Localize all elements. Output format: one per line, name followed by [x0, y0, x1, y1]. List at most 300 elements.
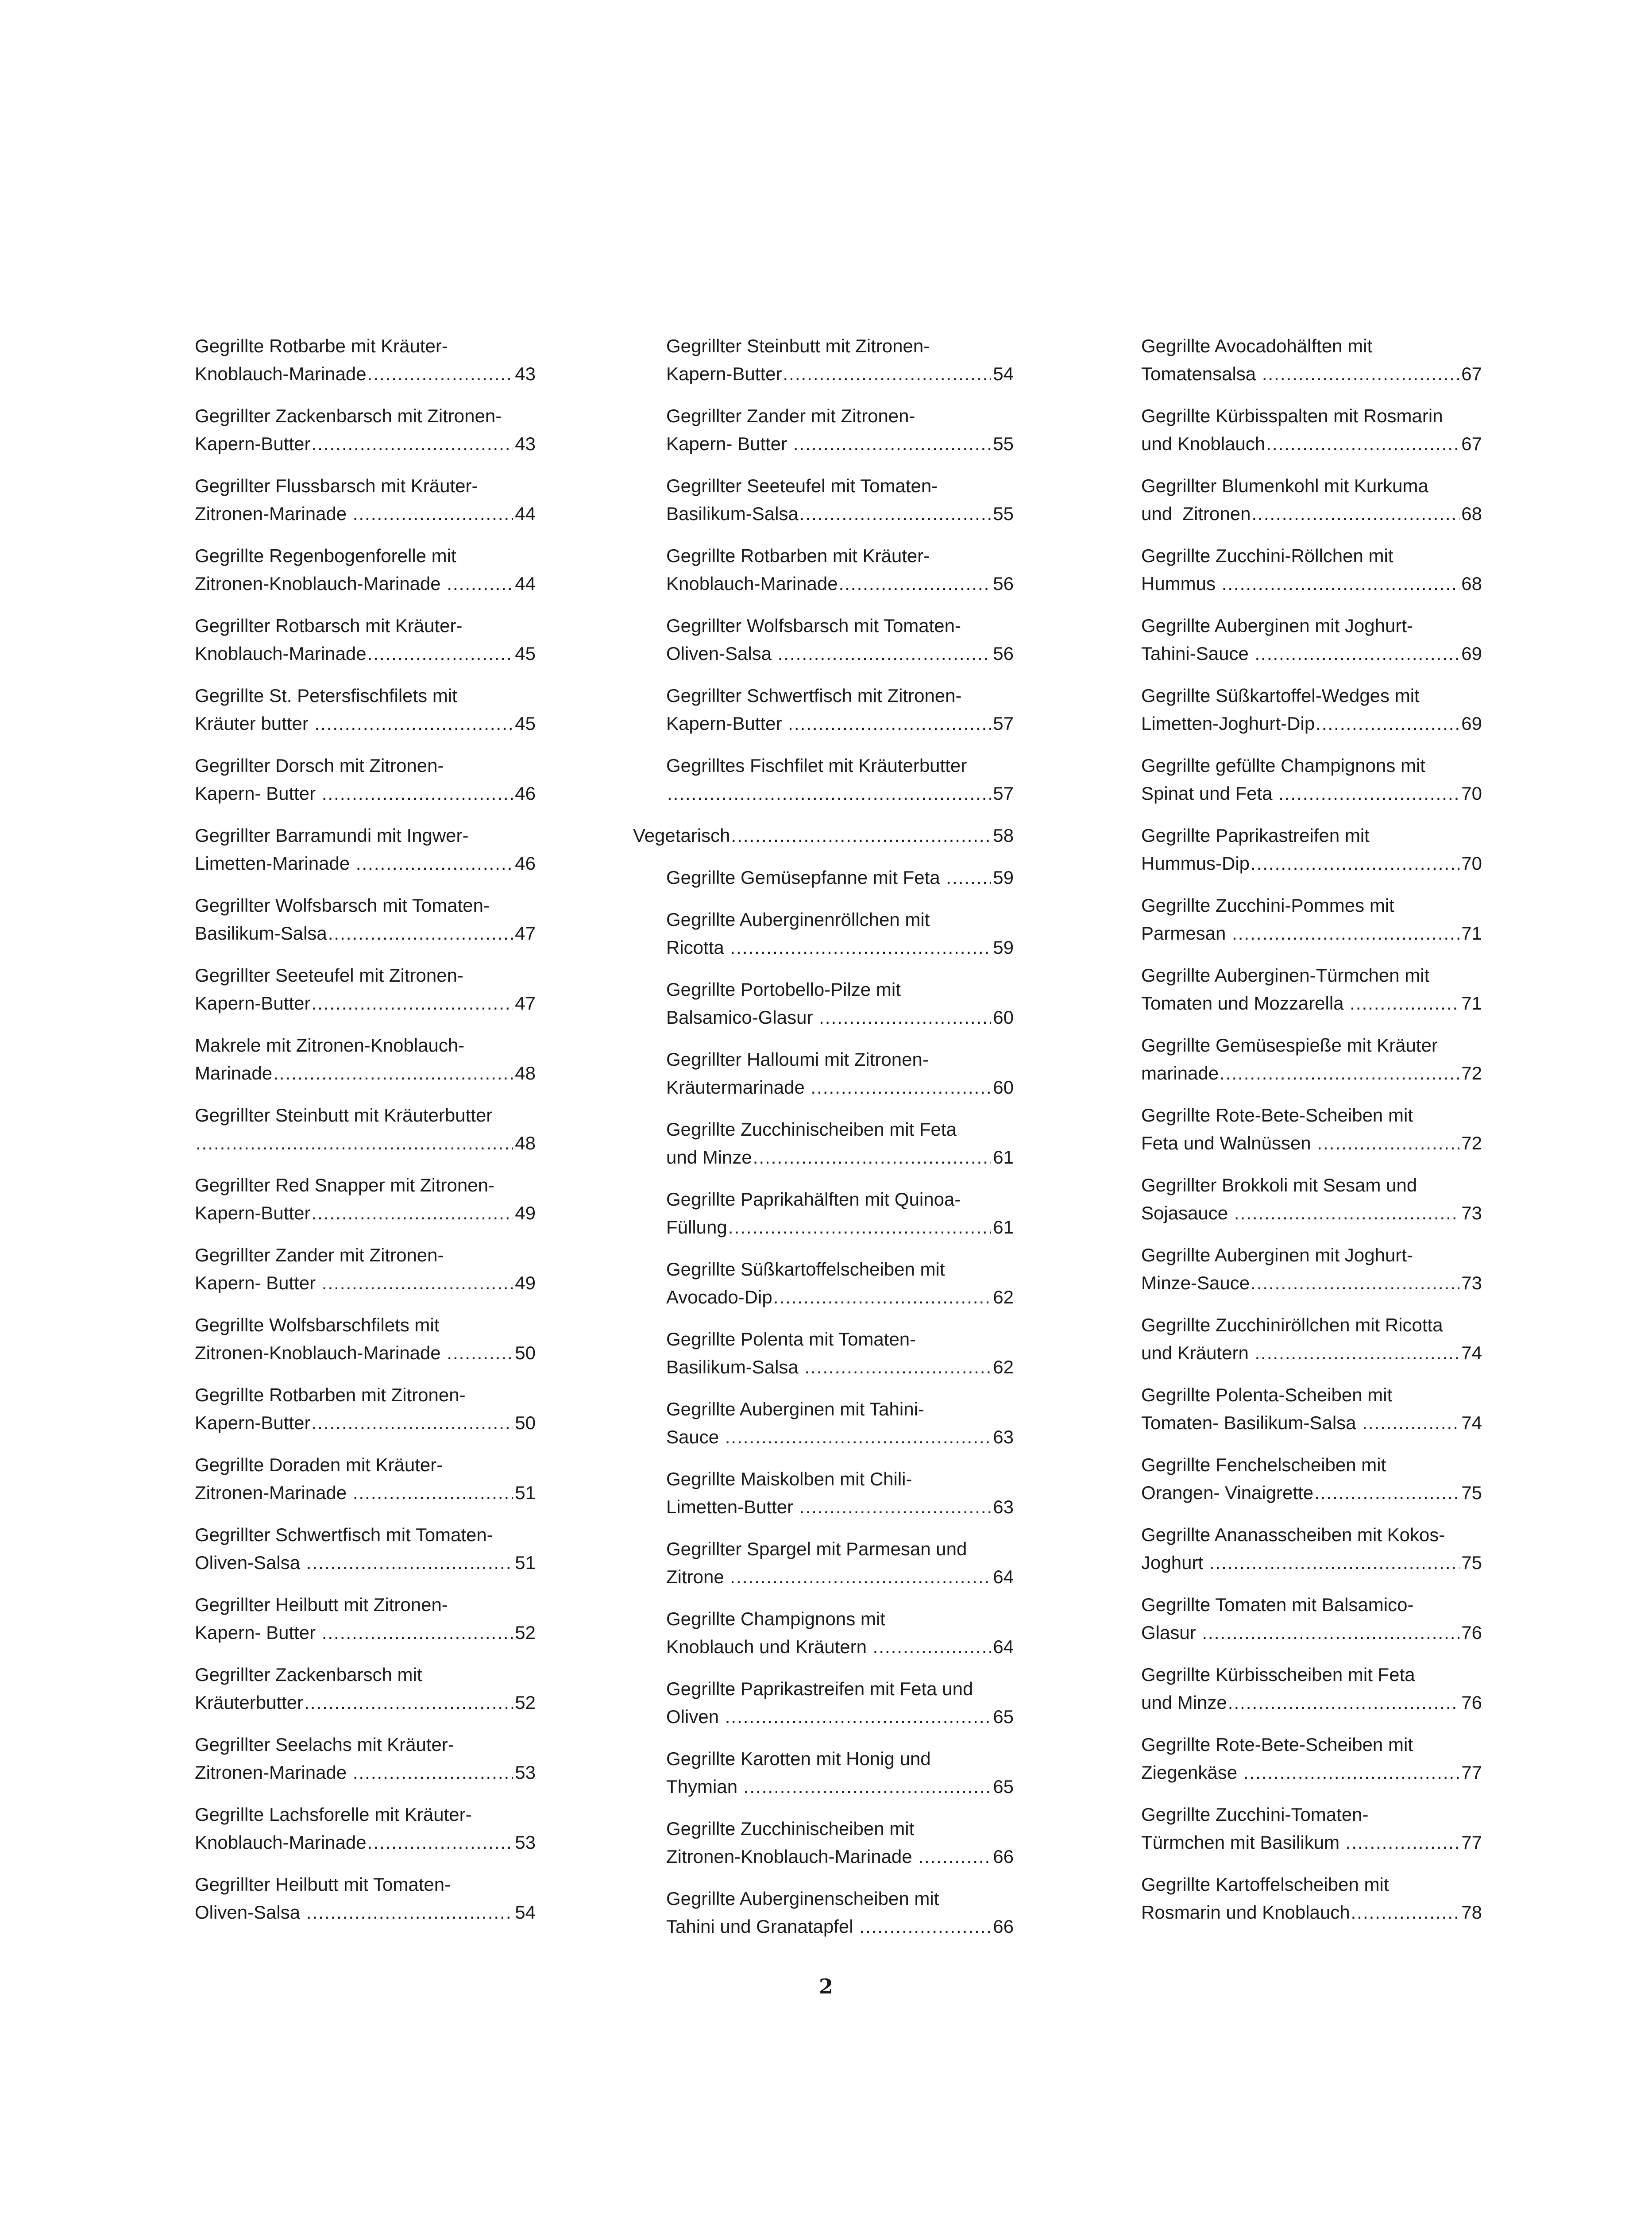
- toc-entry-title: Gegrillter Zackenbarsch mit: [195, 1664, 422, 1685]
- toc-entry-title: Gegrillte Rotbarben mit Zitronen-: [195, 1384, 466, 1405]
- dot-leader: [1316, 709, 1459, 737]
- toc-entry: [633, 1395, 1014, 1451]
- toc-entry: [195, 821, 536, 877]
- toc-entry-title-cont: Türmchen mit Basilikum: [1141, 1832, 1345, 1853]
- toc-page-number: 74: [1461, 1412, 1482, 1433]
- toc-entry-title: Gegrillte Zucchini-Tomaten-: [1141, 1804, 1369, 1825]
- dot-leader: [322, 1269, 513, 1297]
- toc-entry-title-cont: Limetten-Joghurt-Dip: [1141, 713, 1315, 734]
- toc-entry: [195, 332, 536, 388]
- toc-page-number: 78: [1461, 1902, 1482, 1923]
- toc-entry: [195, 1521, 536, 1577]
- toc-page-number: 43: [515, 363, 536, 384]
- toc-entry-title: Gegrillte Champignons mit: [666, 1608, 885, 1629]
- toc-entry-title-cont: Oliven-Salsa: [666, 643, 777, 664]
- toc-entry-title-cont: Limetten-Marinade: [195, 853, 355, 874]
- toc-entry: [1141, 961, 1482, 1017]
- toc-entry: [1141, 1031, 1482, 1087]
- toc-entry: [1141, 1311, 1482, 1367]
- toc-entry-title-cont: Balsamico-Glasur: [666, 1007, 818, 1028]
- toc-entry-title: Gegrillter Halloumi mit Zitronen-: [666, 1049, 929, 1070]
- toc-entry-title-cont: Limetten-Butter: [666, 1496, 799, 1517]
- dot-leader: [744, 1773, 992, 1800]
- toc-entry: [195, 682, 536, 737]
- dot-leader: [1251, 849, 1459, 877]
- toc-entry-title: Gegrillte Rote-Bete-Scheiben mit: [1141, 1734, 1413, 1755]
- dot-leader: [839, 570, 992, 598]
- toc-page-number: 64: [993, 1636, 1014, 1657]
- toc-entry-title: Gegrillter Zander mit Zitronen-: [195, 1245, 444, 1265]
- toc-page-number: 51: [515, 1482, 536, 1503]
- toc-entry: [195, 542, 536, 598]
- toc-entry-title-cont: Ziegenkäse: [1141, 1762, 1243, 1783]
- toc-entry-title: Gegrillter Brokkoli mit Sesam und: [1141, 1175, 1417, 1195]
- toc-entry: [633, 1535, 1014, 1591]
- toc-column-1: [195, 332, 536, 1940]
- toc-entry-title: Gegrillter Seelachs mit Kräuter-: [195, 1734, 454, 1755]
- dot-leader: [1234, 1199, 1459, 1227]
- toc-entry: [633, 1185, 1014, 1241]
- dot-leader: [273, 1059, 513, 1087]
- dot-leader: [1317, 1129, 1459, 1157]
- toc-entry-title-cont: Kapern-Butter: [195, 1412, 311, 1433]
- toc-entry-title: Gegrillter Heilbutt mit Zitronen-: [195, 1594, 448, 1615]
- toc-entry-title: Gegrillte Süßkartoffel-Wedges mit: [1141, 685, 1420, 706]
- toc-entry-title-cont: Basilikum-Salsa: [666, 503, 799, 524]
- toc-entry-title: Gegrillter Red Snapper mit Zitronen-: [195, 1175, 494, 1195]
- toc-entry-title: Gegrillte Tomaten mit Balsamico-: [1141, 1594, 1414, 1615]
- toc-entry-title: Gegrillter Wolfsbarsch mit Tomaten-: [195, 895, 490, 916]
- toc-entry-title-cont: Feta und Walnüssen: [1141, 1133, 1316, 1153]
- toc-entry-title: Gegrillte Avocadohälften mit: [1141, 335, 1373, 356]
- dot-leader: [1350, 989, 1459, 1017]
- toc-page-number: 74: [1461, 1342, 1482, 1363]
- toc-entry: [633, 1745, 1014, 1800]
- toc-page-number: 56: [993, 573, 1014, 594]
- toc-entry: [633, 1815, 1014, 1870]
- toc-entry-title-cont: Knoblauch-Marinade: [195, 643, 367, 664]
- toc-entry: [195, 1800, 536, 1856]
- toc-entry-title: Gegrillte Maiskolben mit Chili-: [666, 1469, 912, 1489]
- toc-entry: [195, 1591, 536, 1646]
- toc-entry: [195, 1451, 536, 1507]
- toc-page-number: 45: [515, 713, 536, 734]
- toc-entry-title-cont: Zitronen-Marinade: [195, 503, 352, 524]
- toc-entry: [1141, 682, 1482, 737]
- toc-entry-title: Gegrillter Schwertfisch mit Tomaten-: [195, 1524, 493, 1545]
- toc-entry: [633, 542, 1014, 598]
- dot-leader: [1278, 779, 1459, 807]
- dot-leader: [1202, 1619, 1459, 1646]
- toc-entry-title: Gegrillter Wolfsbarsch mit Tomaten-: [666, 615, 961, 636]
- toc-entry-title-cont: Knoblauch-Marinade: [195, 363, 367, 384]
- toc-entry-title: Gegrillter Steinbutt mit Zitronen-: [666, 335, 930, 356]
- toc-page-number: 75: [1461, 1482, 1482, 1503]
- toc-page-number: 60: [993, 1077, 1014, 1098]
- toc-entry: [633, 682, 1014, 737]
- toc-entry-title-cont: und Minze: [666, 1147, 752, 1168]
- toc-entry-title-cont: Tomaten und Mozzarella: [1141, 993, 1349, 1014]
- dot-leader: [322, 779, 513, 807]
- toc-entry-title-cont: Orangen- Vinaigrette: [1141, 1482, 1314, 1503]
- toc-entry-title: Gegrillter Schwertfisch mit Zitronen-: [666, 685, 962, 706]
- toc-entry: [633, 472, 1014, 528]
- toc-page-number: 62: [993, 1357, 1014, 1377]
- toc-entry-title: Gegrillter Seeteufel mit Tomaten-: [666, 475, 938, 496]
- dot-leader: [1222, 570, 1460, 598]
- toc-entry-title: Gegrillter Rotbarsch mit Kräuter-: [195, 615, 463, 636]
- toc-page-number: 67: [1461, 363, 1482, 384]
- dot-leader: [783, 360, 991, 388]
- toc-entry: [633, 1465, 1014, 1521]
- dot-leader: [1252, 500, 1460, 528]
- toc-entry-title-cont: Tahini und Granatapfel: [666, 1916, 859, 1937]
- toc-entry-title-cont: Füllung: [666, 1217, 727, 1238]
- toc-entry-title: Gegrillte Rotbarben mit Kräuter-: [666, 545, 930, 566]
- toc-page-number: 58: [993, 825, 1014, 846]
- toc-entry-title-cont: Kapern- Butter: [195, 1622, 321, 1643]
- toc-entry-title-cont: und Kräutern: [1141, 1342, 1254, 1363]
- toc-page-number: 44: [515, 573, 536, 594]
- dot-leader: [328, 919, 513, 947]
- toc-page-number: 53: [515, 1762, 536, 1783]
- toc-entry-title: Gegrillte Doraden mit Kräuter-: [195, 1454, 443, 1475]
- dot-leader: [1251, 1269, 1459, 1297]
- toc-entry-title-cont: Sojasauce: [1141, 1203, 1233, 1223]
- toc-entry: [195, 752, 536, 807]
- toc-entry-title: Gegrillte Zucchini-Pommes mit: [1141, 895, 1394, 916]
- dot-leader: [1228, 1689, 1460, 1716]
- dot-leader: [731, 821, 991, 849]
- toc-page-number: 55: [993, 433, 1014, 454]
- toc-entry-title: Gegrillte Süßkartoffelscheiben mit: [666, 1259, 945, 1280]
- dot-leader: [1314, 1479, 1459, 1507]
- dot-leader: [1266, 430, 1459, 458]
- toc-entry-title-cont: Basilikum-Salsa: [666, 1357, 804, 1377]
- toc-page-number: 71: [1461, 923, 1482, 944]
- toc-entry-title-cont: Joghurt: [1141, 1552, 1208, 1573]
- toc-entry: [1141, 821, 1482, 877]
- toc-page-number: 52: [515, 1622, 536, 1643]
- dot-leader: [367, 1828, 513, 1856]
- toc-entry: [633, 1255, 1014, 1311]
- toc-entry-title-cont: Basilikum-Salsa: [195, 923, 327, 944]
- toc-page-number: 55: [993, 503, 1014, 524]
- toc-entry: [1141, 891, 1482, 947]
- toc-entry-title-cont: Gegrillte Gemüsepfanne mit Feta: [666, 867, 946, 888]
- toc-entry: [1141, 752, 1482, 807]
- toc-page-number: 61: [993, 1217, 1014, 1238]
- toc-entry-title-cont: und Zitronen: [1141, 503, 1251, 524]
- toc-entry-title-cont: Avocado-Dip: [666, 1287, 772, 1307]
- dot-leader: [314, 709, 513, 737]
- toc-entry: [1141, 1521, 1482, 1577]
- toc-entry: [633, 1675, 1014, 1731]
- dot-leader: [447, 1339, 513, 1367]
- toc-entry-title-cont: Oliven-Salsa: [195, 1902, 305, 1923]
- toc-entry: [195, 402, 536, 458]
- toc-entry: [195, 1171, 536, 1227]
- toc-entry: [1141, 332, 1482, 388]
- toc-entry-title-cont: Knoblauch und Kräutern: [666, 1636, 872, 1657]
- toc-entry-title-cont: Tomatensalsa: [1141, 363, 1261, 384]
- dot-leader: [367, 640, 513, 667]
- toc-entry-title-cont: Kräuterbutter: [195, 1692, 304, 1713]
- toc-page-number: 59: [993, 867, 1014, 888]
- toc-entry: [633, 864, 1014, 891]
- toc-page-number: 47: [515, 993, 536, 1014]
- toc-page-number: 65: [993, 1706, 1014, 1727]
- toc-page-number: 54: [515, 1902, 536, 1923]
- toc-page-number: 64: [993, 1566, 1014, 1587]
- toc-entry-title-cont: Rosmarin und Knoblauch: [1141, 1902, 1350, 1923]
- dot-leader: [353, 1758, 513, 1786]
- toc-page-number: 67: [1461, 433, 1482, 454]
- toc-entry-title-cont: Zitronen-Knoblauch-Marinade: [666, 1846, 918, 1867]
- toc-entry: [633, 1045, 1014, 1101]
- toc-entry-title: Gegrillte Polenta-Scheiben mit: [1141, 1384, 1393, 1405]
- toc-page-number: 76: [1461, 1692, 1482, 1713]
- toc-entry: [1141, 1800, 1482, 1856]
- toc-entry-title: Makrele mit Zitronen-Knoblauch-: [195, 1035, 465, 1056]
- dot-leader: [799, 500, 992, 528]
- dot-leader: [946, 864, 991, 891]
- toc-entry-title-cont: Vegetarisch: [633, 825, 730, 846]
- toc-entry-title: Gegrillte St. Petersfischfilets mit: [195, 685, 457, 706]
- toc-entry-title-cont: Kapern-Butter: [666, 363, 782, 384]
- toc-entry: [195, 1241, 536, 1297]
- dot-leader: [311, 430, 513, 458]
- dot-leader: [1220, 1059, 1459, 1087]
- toc-entry-title: Gegrillte gefüllte Champignons mit: [1141, 755, 1425, 776]
- toc-entry-title: Gegrillte Auberginen mit Joghurt-: [1141, 615, 1413, 636]
- toc-page-number: 63: [993, 1496, 1014, 1517]
- dot-leader: [1243, 1758, 1459, 1786]
- toc-entry: [633, 906, 1014, 961]
- dot-leader: [819, 1003, 991, 1031]
- toc-page-number: 75: [1461, 1552, 1482, 1573]
- page-number: 2: [818, 1974, 833, 1998]
- toc-entry-title: Gegrillter Seeteufel mit Zitronen-: [195, 965, 463, 986]
- toc-entry-title: Gegrillte Lachsforelle mit Kräuter-: [195, 1804, 472, 1825]
- toc-entry-title: Gegrillte Paprikahälften mit Quinoa-: [666, 1189, 961, 1210]
- toc-entry: [633, 1325, 1014, 1381]
- toc-entry: [195, 1731, 536, 1786]
- toc-entry: [1141, 1381, 1482, 1437]
- toc-entry-title-cont: Kräutermarinade: [666, 1077, 810, 1098]
- toc-entry-title-cont: Glasur: [1141, 1622, 1201, 1643]
- toc-column-3: [1141, 332, 1482, 1940]
- toc-entry-title: Gegrillter Dorsch mit Zitronen-: [195, 755, 444, 776]
- toc-entry-title: Gegrillter Zackenbarsch mit Zitronen-: [195, 405, 502, 426]
- toc-page-number: 51: [515, 1552, 536, 1573]
- dot-leader: [1254, 640, 1459, 667]
- toc-entry-title: Gegrillte Kürbisspalten mit Rosmarin: [1141, 405, 1443, 426]
- dot-leader: [773, 1283, 992, 1311]
- toc-page-number: 54: [993, 363, 1014, 384]
- dot-leader: [730, 1563, 991, 1591]
- dot-leader: [811, 1073, 992, 1101]
- toc-page-number: 59: [993, 937, 1014, 958]
- dot-leader: [753, 1143, 992, 1171]
- toc-entry-title-cont: Oliven: [666, 1706, 724, 1727]
- toc-entry: [633, 1605, 1014, 1661]
- toc-entry: [1141, 1731, 1482, 1786]
- toc-entry: [633, 752, 1014, 807]
- toc-page-number: 61: [993, 1147, 1014, 1168]
- toc-entry-title: Gegrillte Zucchiniröllchen mit Ricotta: [1141, 1315, 1443, 1335]
- toc-entry-title: Gegrillter Blumenkohl mit Kurkuma: [1141, 475, 1428, 496]
- toc-entry-title-cont: Spinat und Feta: [1141, 783, 1278, 804]
- toc-entry-title: Gegrillte Regenbogenforelle mit: [195, 545, 456, 566]
- toc-page-number: 49: [515, 1272, 536, 1293]
- toc-page-number: 48: [515, 1133, 536, 1153]
- toc-entry-title: Gegrillte Fenchelscheiben mit: [1141, 1454, 1386, 1475]
- toc-entry-title: Gegrillte Paprikastreifen mit: [1141, 825, 1370, 846]
- toc-entry-title: Gegrillte Rote-Bete-Scheiben mit: [1141, 1105, 1413, 1126]
- toc-entry: [195, 1031, 536, 1087]
- toc-page-number: 50: [515, 1342, 536, 1363]
- toc-entry-title: Gegrillte Auberginen-Türmchen mit: [1141, 965, 1430, 986]
- toc-entry-title-cont: Marinade: [195, 1063, 273, 1083]
- toc-entry-title: Gegrillter Steinbutt mit Kräuterbutter: [195, 1105, 493, 1126]
- toc-entry: [1141, 1661, 1482, 1716]
- dot-leader: [306, 1898, 513, 1926]
- toc-entry: [633, 1885, 1014, 1940]
- toc-entry: [195, 1661, 536, 1716]
- toc-page-number: 71: [1461, 993, 1482, 1014]
- toc-entry: [1141, 612, 1482, 667]
- dot-leader: [311, 1199, 513, 1227]
- toc-column-2: [633, 332, 1014, 1955]
- toc-entry: [633, 975, 1014, 1031]
- toc-entry: [1141, 1171, 1482, 1227]
- dot-leader: [353, 1479, 513, 1507]
- dot-leader: [306, 1549, 513, 1577]
- toc-entry: [633, 1115, 1014, 1171]
- dot-leader: [1209, 1549, 1460, 1577]
- toc-entry: [633, 332, 1014, 388]
- toc-entry: [195, 1381, 536, 1437]
- toc-entry-title-cont: Parmesan: [1141, 923, 1231, 944]
- toc-page-number: 62: [993, 1287, 1014, 1307]
- toc-entry-title-cont: Kapern-Butter: [195, 1203, 311, 1223]
- toc-page-number: 77: [1461, 1832, 1482, 1853]
- toc-page-number: 50: [515, 1412, 536, 1433]
- toc-page-number: 69: [1461, 643, 1482, 664]
- toc-entry: [1141, 1451, 1482, 1507]
- toc-entry-title-cont: Tomaten- Basilikum-Salsa: [1141, 1412, 1362, 1433]
- toc-entry-title-cont: Kapern-Butter: [195, 433, 311, 454]
- dot-leader: [304, 1689, 513, 1716]
- toc-entry: [195, 1311, 536, 1367]
- dot-leader: [667, 779, 991, 807]
- toc-entry-title-cont: Kapern- Butter: [195, 783, 321, 804]
- toc-page-number: 63: [993, 1426, 1014, 1447]
- toc-entry-title: Gegrillte Kürbisscheiben mit Feta: [1141, 1664, 1415, 1685]
- toc-page-number: 44: [515, 503, 536, 524]
- toc-page-number: 69: [1461, 713, 1482, 734]
- toc-entry: [195, 472, 536, 528]
- toc-entry-title-cont: Oliven-Salsa: [195, 1552, 305, 1573]
- toc-section-heading: [633, 821, 1014, 849]
- dot-leader: [1346, 1828, 1460, 1856]
- dot-leader: [918, 1843, 991, 1870]
- dot-leader: [788, 709, 991, 737]
- dot-leader: [778, 640, 992, 667]
- toc-page-number: 46: [515, 783, 536, 804]
- toc-entry-title-cont: und Minze: [1141, 1692, 1227, 1713]
- dot-leader: [1262, 360, 1459, 388]
- toc-entry-title: Gegrillte Polenta mit Tomaten-: [666, 1329, 916, 1349]
- dot-leader: [367, 360, 513, 388]
- toc-page-number: 66: [993, 1916, 1014, 1937]
- dot-leader: [311, 1409, 513, 1437]
- toc-entry-title-cont: Knoblauch-Marinade: [195, 1832, 367, 1853]
- toc-page-number: 47: [515, 923, 536, 944]
- toc-entry: [1141, 1241, 1482, 1297]
- dot-leader: [311, 989, 513, 1017]
- toc-page-number: 60: [993, 1007, 1014, 1028]
- toc-entry-title: Gegrillte Portobello-Pilze mit: [666, 979, 901, 1000]
- dot-leader: [1232, 919, 1459, 947]
- toc-entry-title-cont: marinade: [1141, 1063, 1219, 1083]
- toc-page-number: 52: [515, 1692, 536, 1713]
- dot-leader: [196, 1129, 513, 1157]
- toc-page-number: 57: [993, 713, 1014, 734]
- toc-entry-title: Gegrilltes Fischfilet mit Kräuterbutter: [666, 755, 967, 776]
- toc-entry-title-cont: Tahini-Sauce: [1141, 643, 1254, 664]
- toc-entry-title: Gegrillte Auberginen mit Tahini-: [666, 1399, 924, 1419]
- toc-entry: [1141, 402, 1482, 458]
- toc-entry: [195, 891, 536, 947]
- toc-entry-title: Gegrillte Kartoffelscheiben mit: [1141, 1874, 1389, 1895]
- toc-page-number: 70: [1461, 783, 1482, 804]
- toc-page-number: 70: [1461, 853, 1482, 874]
- toc-page-number: 57: [993, 783, 1014, 804]
- toc-page-number: 43: [515, 433, 536, 454]
- toc-entry-title-cont: Hummus: [1141, 573, 1221, 594]
- toc-entry-title-cont: Kapern- Butter: [666, 433, 792, 454]
- toc-page-number: 65: [993, 1776, 1014, 1797]
- toc-entry-title-cont: Kapern-Butter: [666, 713, 787, 734]
- toc-entry-title: Gegrillter Flussbarsch mit Kräuter-: [195, 475, 478, 496]
- dot-leader: [799, 1493, 991, 1521]
- toc-page-number: 45: [515, 643, 536, 664]
- toc-page-number: 73: [1461, 1272, 1482, 1293]
- dot-leader: [353, 500, 513, 528]
- toc-entry-title-cont: Kräuter butter: [195, 713, 314, 734]
- toc-page-number: 77: [1461, 1762, 1482, 1783]
- dot-leader: [730, 933, 991, 961]
- dot-leader: [873, 1633, 992, 1661]
- toc-page-number: 48: [515, 1063, 536, 1083]
- dot-leader: [728, 1213, 992, 1241]
- toc-entry-title-cont: Zitronen-Knoblauch-Marinade: [195, 1342, 446, 1363]
- toc-page-number: 73: [1461, 1203, 1482, 1223]
- toc-entry-title: Gegrillter Heilbutt mit Tomaten-: [195, 1874, 451, 1895]
- toc-entry-title-cont: Minze-Sauce: [1141, 1272, 1250, 1293]
- dot-leader: [725, 1423, 992, 1451]
- toc-entry: [195, 1101, 536, 1157]
- toc-page-number: 49: [515, 1203, 536, 1223]
- toc-entry-title: Gegrillte Auberginenscheiben mit: [666, 1888, 939, 1909]
- toc-entry-title-cont: Zitronen-Marinade: [195, 1482, 352, 1503]
- toc-page-number: 53: [515, 1832, 536, 1853]
- toc-entry-title-cont: Zitronen-Knoblauch-Marinade: [195, 573, 446, 594]
- toc-entry-title: Gegrillte Zucchini-Röllchen mit: [1141, 545, 1393, 566]
- toc-entry-title-cont: Zitrone: [666, 1566, 730, 1587]
